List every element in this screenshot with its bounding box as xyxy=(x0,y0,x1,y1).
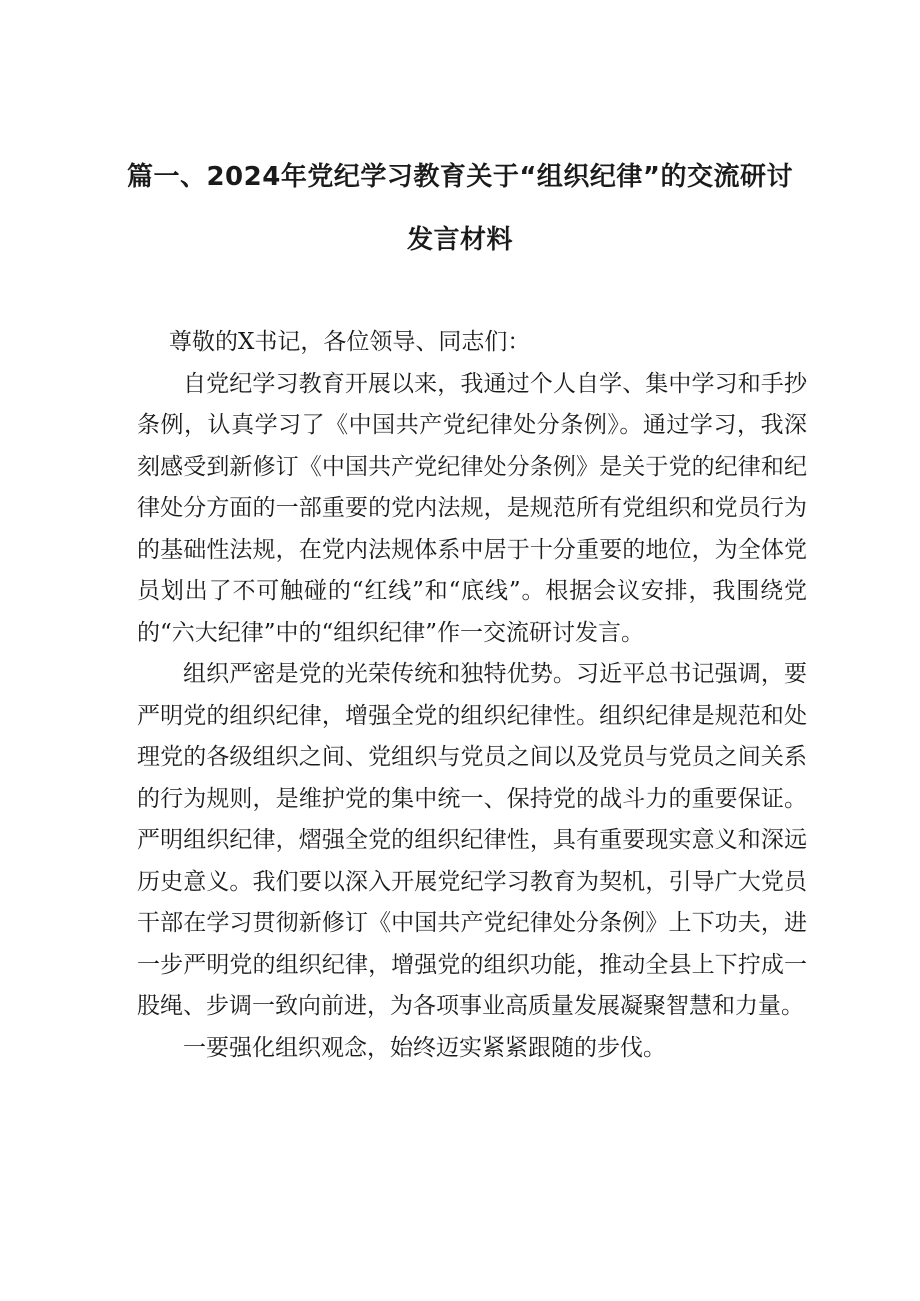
document-title-line-2: 发言材料 xyxy=(406,225,513,255)
body-paragraph-3: 一要强化组织观念，始终迈实紧紧跟随的步伐。 xyxy=(183,1034,666,1061)
greeting: 尊敬的X书记，各位领导、同志们： xyxy=(169,329,531,355)
body-paragraph-1: 自党纪学习教育开展以来，我通过个人自学、集中学习和手抄条例，认真学习了《中国共产党纪律处分条例》。通过学习，我深刻感受到新修订《中国共产党纪律处分条例》是关于党的纪律和纪律处分方面的一部重要的党内法规，是规范所有党组织和党员行为的基础性法规，在党内法规体系中居于十分重要的地位，为全体党员划出了不可触碰的“红线”和“底线”。根据会议安排，我围绕党的“六大纪律”中的“组织纪律”作一交流研讨发言。 xyxy=(137,370,807,646)
document-title-line-1: 篇一、2024年党纪学习教育关于“组织纪律”的交流研讨 xyxy=(126,162,794,192)
document-body xyxy=(137,322,807,1069)
body-paragraph-2: 组织严密是党的光荣传统和独特优势。习近平总书记强调，要严明党的组织纪律，增强全党的组织纪律性。组织纪律是规范和处理党的各级组织之间、党组织与党员之间以及党员与党员之间关系的行为规则，是维护党的集中统一、保持党的战斗力的重要保证。严明组织纪律，熠强全党的组织纪律性，具有重要现实意义和深远历史意义。我们要以深入开展党纪学习教育为契机，引导广大党员干部在学习贯彻新修订《中国共产党纪律处分条例》上下功夫，进一步严明党的组织纪律，增强党的组织功能，推动全县上下拧成一股绳、步调一致向前进，为各项事业高质量发展凝聚智慧和力量。 xyxy=(137,661,807,1019)
